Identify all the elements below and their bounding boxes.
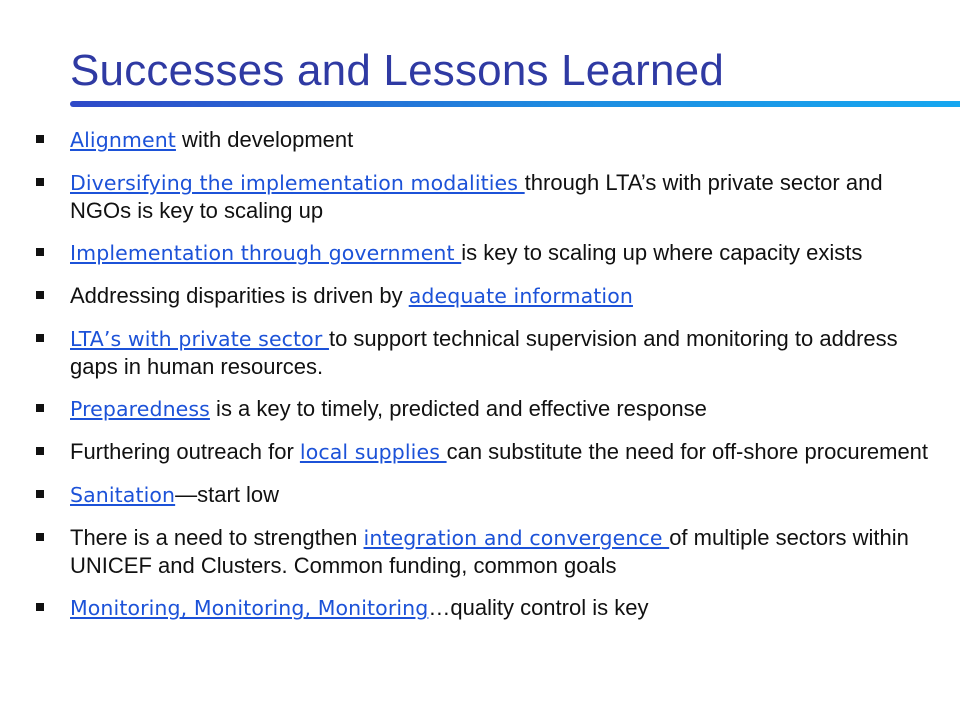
bullet-text: is key to scaling up where capacity exists (461, 240, 863, 265)
bullet-text: is a key to timely, predicted and effective response (209, 396, 707, 421)
square-bullet-icon (36, 248, 44, 256)
link-integration-convergence[interactable]: integration and convergence (363, 526, 670, 550)
square-bullet-icon (36, 291, 44, 299)
square-bullet-icon (36, 404, 44, 412)
bullet-list (36, 126, 936, 637)
title-underline-rule (70, 101, 960, 107)
bullet-text: —start low (175, 482, 280, 507)
bullet-text: of multiple sectors within UNICEF and Clusters. Common funding, common goals (70, 525, 909, 578)
square-bullet-icon (36, 334, 44, 342)
bullet-text: Addressing disparities is driven by (70, 283, 409, 308)
bullet-item-government (36, 239, 936, 267)
bullet-text: with development (175, 127, 354, 152)
square-bullet-icon (36, 135, 44, 143)
bullet-text: There is a need to strengthen (70, 525, 364, 550)
page-title: Successes and Lessons Learned (70, 46, 725, 95)
link-adequate-information[interactable]: adequate information (408, 284, 633, 308)
square-bullet-icon (36, 603, 44, 611)
square-bullet-icon (36, 490, 44, 498)
square-bullet-icon (36, 178, 44, 186)
bullet-item-integration (36, 524, 936, 579)
link-implementation-government[interactable]: Implementation through government (70, 241, 462, 265)
bullet-item-sanitation (36, 481, 936, 509)
link-sanitation[interactable]: Sanitation (70, 483, 176, 507)
bullet-item-diversifying (36, 169, 936, 224)
square-bullet-icon (36, 447, 44, 455)
bullet-item-outreach (36, 438, 936, 466)
link-local-supplies[interactable]: local supplies (299, 440, 447, 464)
link-monitoring[interactable]: Monitoring, Monitoring, Monitoring (70, 596, 429, 620)
bullet-item-lta-private (36, 325, 936, 380)
bullet-item-monitoring (36, 594, 936, 622)
bullet-item-disparities (36, 282, 936, 310)
bullet-item-alignment (36, 126, 936, 154)
square-bullet-icon (36, 533, 44, 541)
bullet-text: Furthering outreach for (70, 439, 300, 464)
bullet-text: …quality control is key (428, 595, 649, 620)
link-alignment[interactable]: Alignment (70, 128, 176, 152)
link-preparedness[interactable]: Preparedness (70, 397, 210, 421)
bullet-text: can substitute the need for off-shore procurement (446, 439, 929, 464)
bullet-text: to support technical supervision and monitoring to address gaps in human resources. (70, 326, 898, 379)
bullet-text: through LTA’s with private sector and NGOs is key to scaling up (70, 170, 883, 223)
link-lta-private-sector[interactable]: LTA’s with private sector (70, 327, 329, 351)
link-diversifying-modalities[interactable]: Diversifying the implementation modalities (70, 171, 525, 195)
bullet-item-preparedness (36, 395, 936, 423)
